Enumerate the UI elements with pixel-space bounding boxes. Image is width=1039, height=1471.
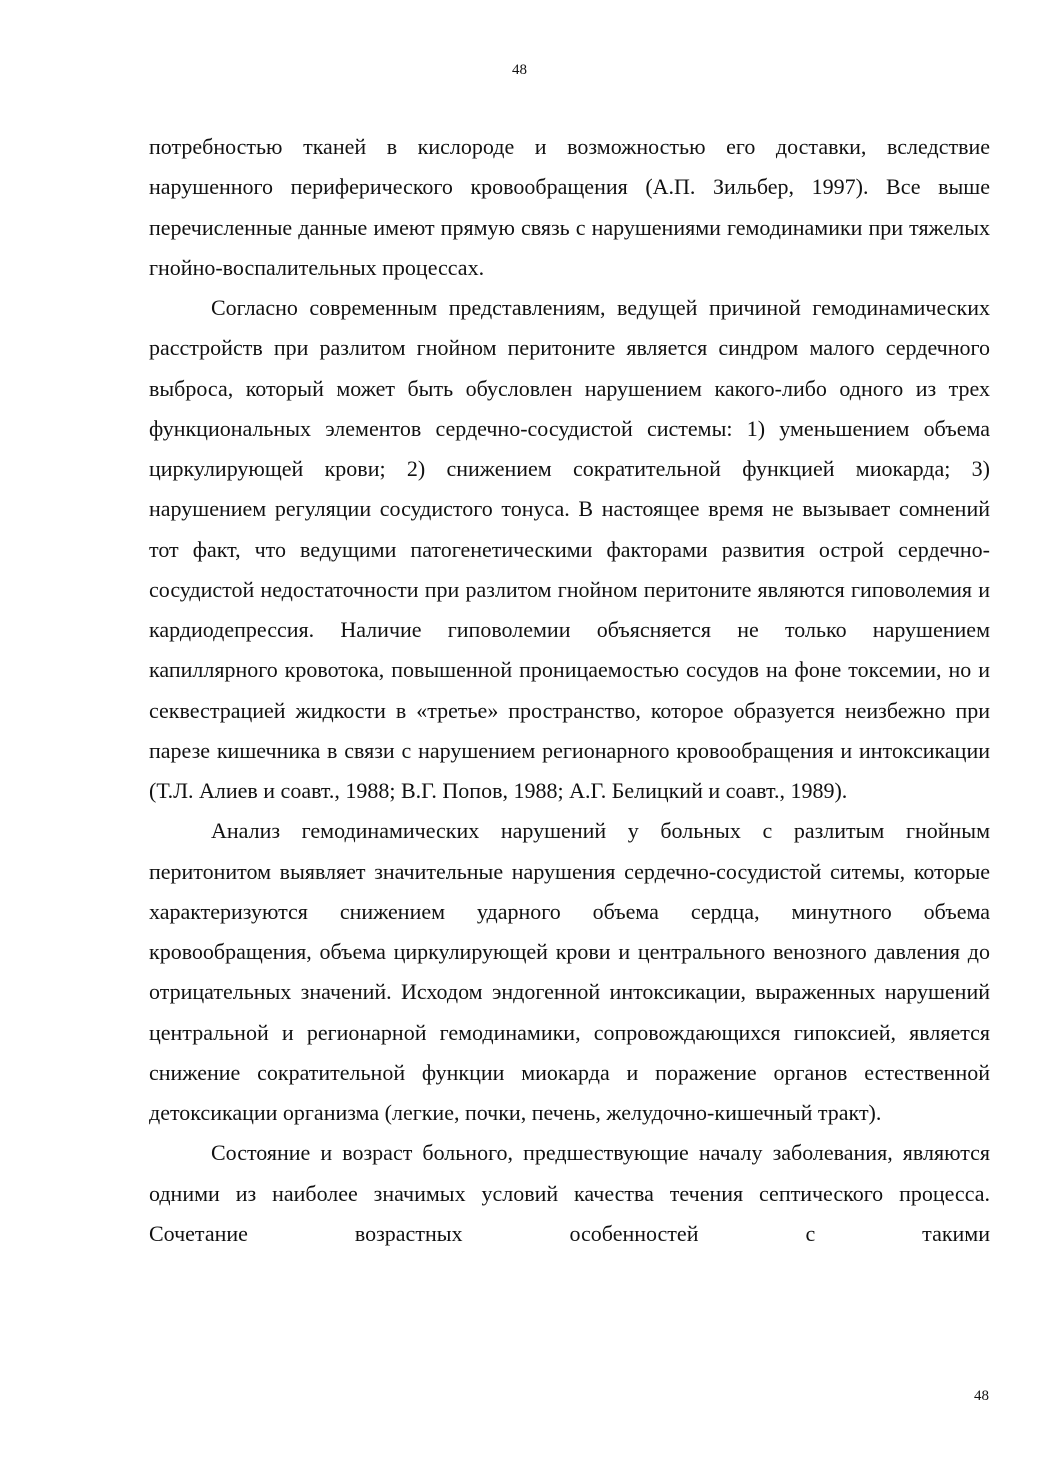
paragraph-4: Состояние и возраст больного, предшествующие началу заболевания, являются одними из наиболее значимых условий качества течения септического процесса. Сочетание возрастных особенностей с такими bbox=[149, 1140, 990, 1246]
paragraph-2: Согласно современным представлениям, ведущей причиной гемодинамических расстройств при разлитом гнойном перитоните является синдром малого сердечного выброса, который может быть обусловлен нарушением какого-либо одного из трех функциональных элементов сердечно-сосудистой системы: 1) уменьшением объема циркулирующей крови; 2) снижением сократительной функцией миокарда; 3) нарушением регуляции сосудистого тонуса. В настоящее время не вызывает сомнений тот факт, что ведущими патогенетическими факторами развития острой сердечно-сосудистой недостаточности при разлитом гнойном перитоните являются гиповолемия и кардиодепрессия. Наличие гиповолемии объясняется не только нарушением капиллярного кровотока, повышенной проницаемостью сосудов на фоне токсемии, но и секвестрацией жидкости в «третье» пространство, которое образуется неизбежно при парезе кишечника в связи с нарушением регионарного кровообращения и интоксикации (Т.Л. Алиев и соавт., 1988; В.Г. Попов, 1988; А.Г. Белицкий и соавт., 1989). bbox=[149, 295, 990, 803]
paragraph-1: потребностью тканей в кислороде и возможностью его доставки, вследствие нарушенного периферического кровообращения (А.П. Зильбер, 1997). Все выше перечисленные данные имеют прямую связь с нарушениями гемодинамики при тяжелых гнойно-воспалительных процессах. bbox=[149, 134, 990, 280]
page-number-top: 48 bbox=[512, 62, 527, 78]
body-text bbox=[149, 127, 990, 1254]
paragraph-3: Анализ гемодинамических нарушений у больных с разлитым гнойным перитонитом выявляет значительные нарушения сердечно-сосудистой ситемы, которые характеризуются снижением ударного объема сердца, минутного объема кровообращения, объема циркулирующей крови и центрального венозного давления до отрицательных значений. Исходом эндогенной интоксикации, выраженных нарушений центральной и регионарной гемодинамики, сопровождающихся гипоксией, является снижение сократительной функции миокарда и поражение органов естественной детоксикации организма (легкие, почки, печень, желудочно-кишечный тракт). bbox=[149, 818, 990, 1125]
page-number-bottom: 48 bbox=[974, 1388, 989, 1404]
